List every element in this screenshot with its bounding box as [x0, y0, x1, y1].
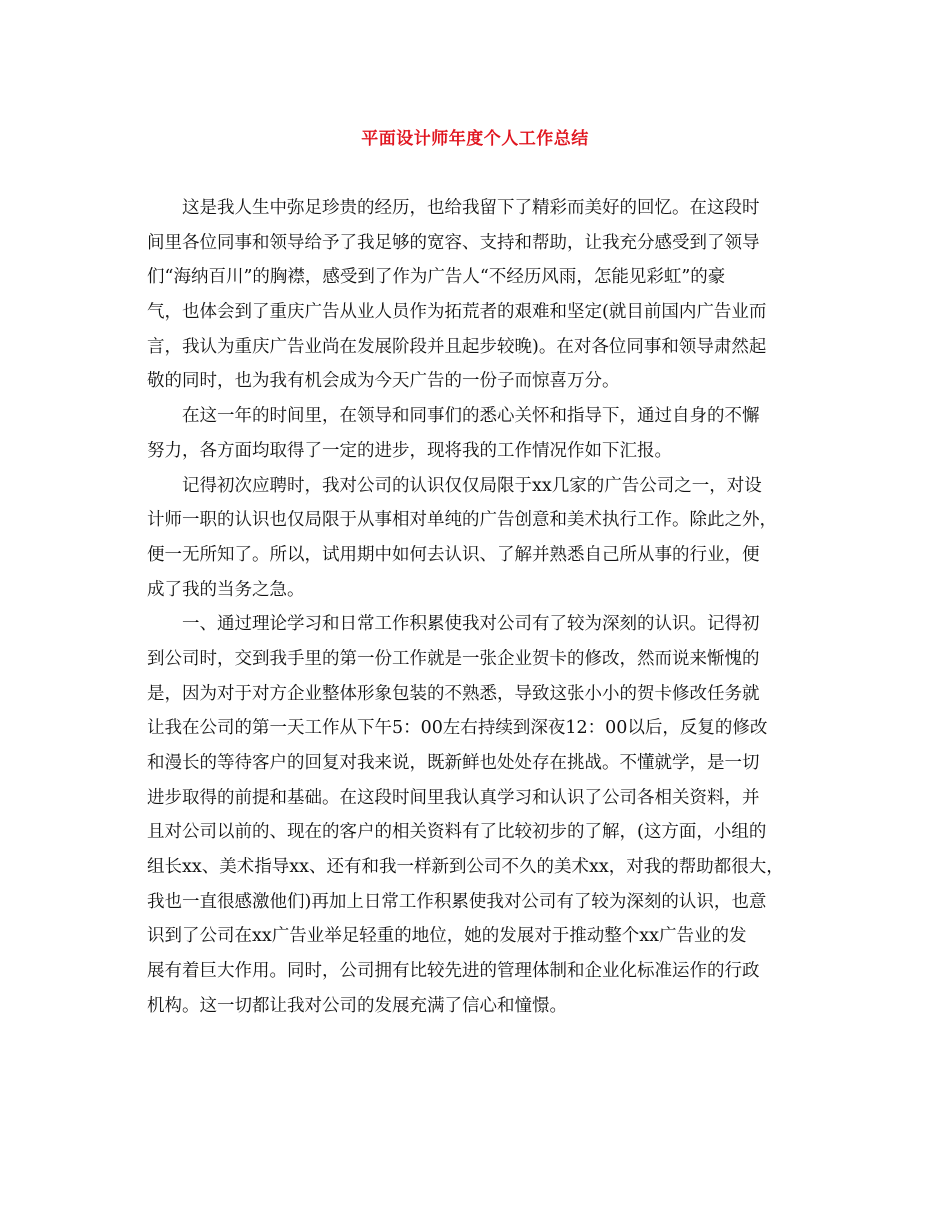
- body-line: 到公司时，交到我手里的第一份工作就是一张企业贺卡的修改，然而说来惭愧的: [147, 648, 760, 669]
- document-body: [147, 191, 812, 1024]
- body-line: 让我在公司的第一天工作从下午5：00左右持续到深夜12：00以后，反复的修改: [147, 718, 768, 739]
- body-line: 且对公司以前的、现在的客户的相关资料有了比较初步的了解，(这方面，小组的: [147, 822, 767, 843]
- body-line: 敬的同时，也为我有机会成为今天广告的一份子而惊喜万分。: [147, 371, 620, 392]
- body-line: 一、通过理论学习和日常工作积累使我对公司有了较为深刻的认识。记得初: [182, 614, 760, 635]
- body-line: 在这一年的时间里，在领导和同事们的悉心关怀和指导下，通过自身的不懈: [182, 406, 760, 427]
- document-title: 平面设计师年度个人工作总结: [361, 129, 589, 149]
- body-line: 机构。这一切都让我对公司的发展充满了信心和憧憬。: [147, 995, 567, 1016]
- body-line: 进步取得的前提和基础。在这段时间里我认真学习和认识了公司各相关资料，并: [147, 787, 760, 808]
- body-line: 便一无所知了。所以，试用期中如何去认识、了解并熟悉自己所从事的行业，便: [147, 544, 760, 565]
- body-line: 组长xx、美术指导xx、还有和我一样新到公司不久的美术xx，对我的帮助都很大，: [147, 857, 784, 878]
- body-line: 计师一职的认识也仅局限于从事相对单纯的广告创意和美术执行工作。除此之外，: [147, 510, 777, 531]
- body-line: 我也一直很感激他们)再加上日常工作积累使我对公司有了较为深刻的认识，也意: [147, 891, 767, 912]
- body-line: 们“海纳百川”的胸襟，感受到了作为广告人“不经历风雨，怎能见彩虹”的豪: [147, 267, 726, 288]
- body-line: 成了我的当务之急。: [147, 579, 305, 600]
- body-line: 努力，各方面均取得了一定的进步，现将我的工作情况作如下汇报。: [147, 440, 672, 461]
- body-line: 和漫长的等待客户的回复对我来说，既新鲜也处处存在挑战。不懂就学，是一切: [147, 753, 760, 773]
- body-line: 展有着巨大作用。同时，公司拥有比较先进的管理体制和企业化标准运作的行政: [147, 961, 760, 982]
- body-line: 是，因为对于对方企业整体形象包装的不熟悉，导致这张小小的贺卡修改任务就: [147, 683, 760, 704]
- body-line: 间里各位同事和领导给予了我足够的宽容、支持和帮助，让我充分感受到了领导: [147, 232, 760, 253]
- body-line: 这是我人生中弥足珍贵的经历，也给我留下了精彩而美好的回忆。在这段时: [182, 198, 760, 218]
- body-line: 气，也体会到了重庆广告从业人员作为拓荒者的艰难和坚定(就目前国内广告业而: [147, 302, 767, 323]
- body-line: 记得初次应聘时，我对公司的认识仅仅局限于xx几家的广告公司之一，对设: [182, 475, 762, 496]
- body-line: 识到了公司在xx广告业举足轻重的地位，她的发展对于推动整个xx广告业的发: [147, 926, 747, 947]
- body-line: 言，我认为重庆广告业尚在发展阶段并且起步较晚)。在对各位同事和领导肃然起: [147, 336, 767, 357]
